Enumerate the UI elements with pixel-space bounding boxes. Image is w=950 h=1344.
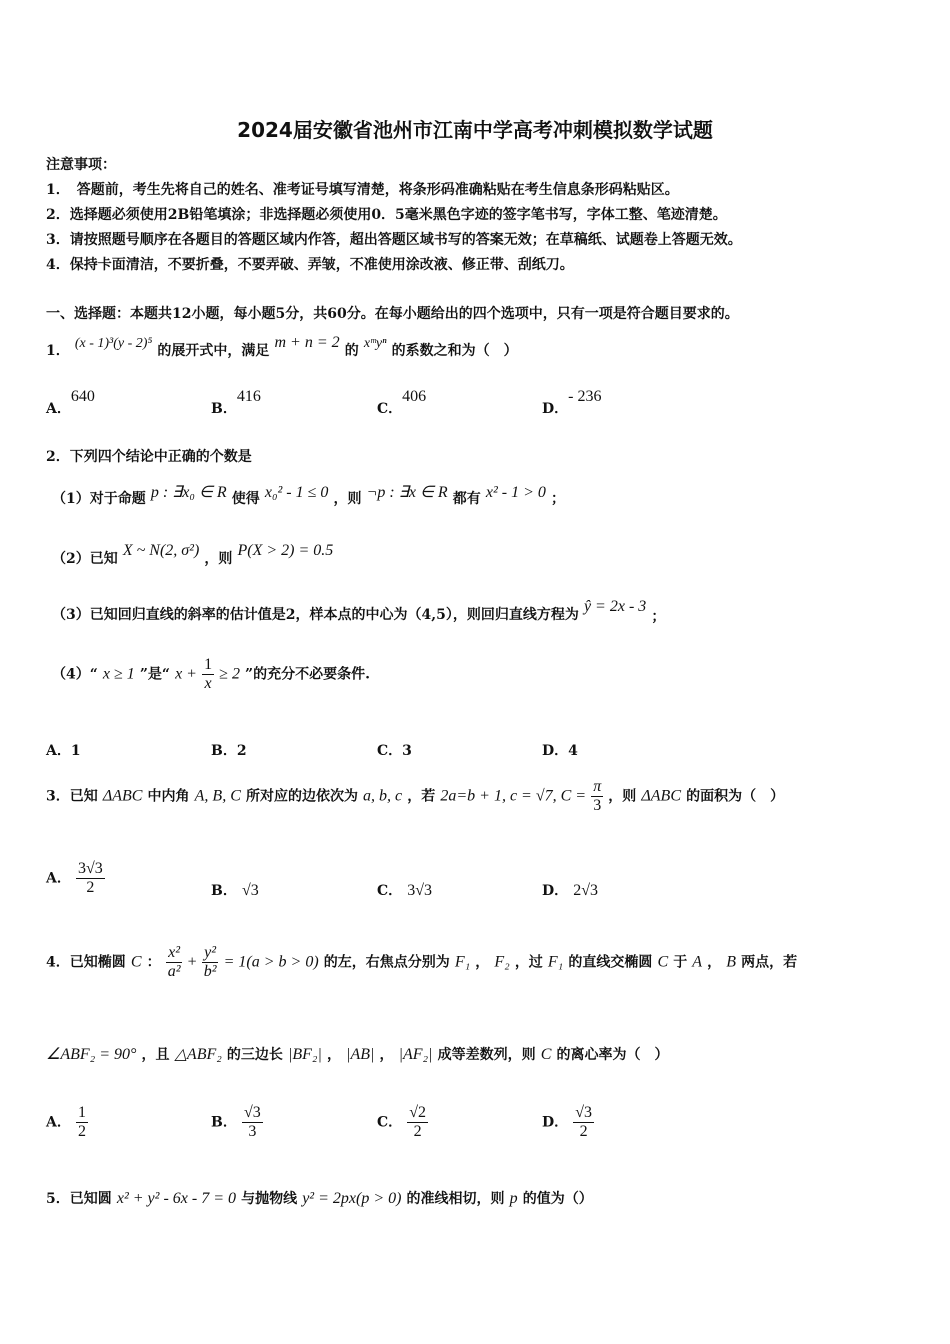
math-expr: m + n = 2	[274, 334, 340, 351]
math-expr: C	[130, 953, 142, 971]
statement-1	[52, 482, 565, 507]
statement-text: ，则	[204, 551, 233, 567]
fraction	[76, 860, 105, 896]
statement-text: 都有	[452, 491, 481, 507]
question-text: 于	[673, 954, 688, 971]
note-item: 2．选择题必须使用2B铅笔填涂；非选择题必须使用0．5毫米黑色字迹的签字笔书写，字体工整、笔迹清楚。	[46, 207, 727, 223]
question-text: ，	[379, 1047, 394, 1063]
option-d[interactable]	[542, 880, 598, 900]
statement-text: ；	[550, 491, 565, 507]
question-text: 所对应的边依次为	[245, 788, 358, 805]
question-text: 的系数之和为（ ）	[391, 343, 518, 359]
statement-text: （2）已知	[52, 551, 118, 567]
math-expr: ¬p : ∃x ∈ R	[366, 484, 448, 501]
question-1	[46, 332, 518, 359]
option-value: 2√3	[573, 882, 599, 899]
question-text: 3．已知	[46, 788, 98, 805]
math-expr: y² = 2px(p > 0)	[302, 1190, 402, 1207]
note-item: 3．请按照题号顺序在各题目的答题区域内作答，超出答题区域书写的答案无效；在草稿纸、试题卷上答题无效。	[46, 232, 742, 248]
option-value: 3	[402, 743, 412, 759]
question-text: ，则	[608, 788, 637, 805]
fraction	[573, 1104, 594, 1140]
option-value: 1	[70, 743, 81, 759]
fraction-numerator: √2	[409, 1104, 427, 1121]
option-value: 2	[236, 743, 247, 759]
fraction-denominator: a²	[167, 962, 181, 980]
notes-heading: 注意事项：	[46, 157, 116, 173]
math-expr: = 1(a > b > 0)	[223, 953, 319, 971]
option-label: C．	[377, 883, 403, 899]
option-a[interactable]	[46, 386, 95, 417]
statement-text: ；	[651, 609, 666, 625]
math-expr: 2a=b + 1, c = √7, C =	[440, 787, 587, 805]
statement-text: ”的充分不必要条件.	[245, 666, 370, 683]
question-text: ，	[326, 1047, 341, 1063]
fraction-denominator: 2	[413, 1122, 422, 1140]
fraction-numerator: √3	[243, 1104, 261, 1121]
option-b[interactable]	[211, 386, 261, 417]
fraction-denominator: 3	[248, 1122, 257, 1140]
math-expr: △ABF₂	[174, 1046, 222, 1063]
math-expr: P(X > 2) = 0.5	[237, 542, 334, 559]
option-value: 416	[236, 388, 261, 405]
question-4-line-2	[46, 1044, 668, 1064]
math-expr: p	[509, 1190, 518, 1207]
option-d[interactable]	[542, 1104, 594, 1140]
option-a[interactable]	[46, 860, 105, 896]
question-text: 的离心率为（ ）	[556, 1047, 669, 1063]
option-a[interactable]	[46, 740, 81, 760]
option-a[interactable]	[46, 1104, 88, 1140]
fraction-numerator: √3	[575, 1104, 593, 1121]
question-text: 成等差数列，则	[437, 1047, 536, 1063]
option-value: 406	[402, 388, 427, 405]
math-expr: ŷ = 2x - 3	[583, 598, 647, 615]
question-text: ，	[707, 954, 722, 971]
math-expr: A, B, C	[194, 787, 241, 805]
math-expr: C	[657, 953, 669, 971]
math-plus: +	[187, 953, 197, 971]
fraction-denominator: 2	[77, 1122, 86, 1140]
math-expr: x² + y² - 6x - 7 = 0	[116, 1190, 236, 1207]
option-b[interactable]	[211, 1104, 263, 1140]
statement-2	[52, 540, 334, 567]
option-value: 4	[568, 743, 578, 759]
question-text: 的准线相切，则	[406, 1191, 505, 1207]
fraction-denominator: x	[204, 674, 212, 692]
question-text: ，	[475, 954, 490, 971]
fraction	[202, 656, 214, 692]
note-item: 1． 答题前，考生先将自己的姓名、准考证号填写清楚，将条形码准确粘贴在考生信息条形码粘贴区。	[46, 182, 679, 198]
math-expr: x² - 1 > 0	[485, 484, 546, 501]
option-c[interactable]	[377, 740, 412, 760]
question-text: 4．已知椭圆	[46, 954, 126, 971]
question-text: 的面积为（ ）	[686, 788, 785, 805]
fraction	[202, 944, 219, 980]
fraction	[76, 1104, 88, 1140]
option-d[interactable]	[542, 386, 602, 417]
question-number: 1．	[46, 343, 70, 359]
statement-4	[52, 656, 370, 692]
statement-3	[52, 596, 666, 625]
math-expr: x ≥ 1	[102, 665, 135, 683]
option-label: C．	[377, 401, 403, 417]
fraction-denominator: 2	[579, 1122, 588, 1140]
question-text: ，过	[514, 954, 543, 971]
fraction-numerator: 1	[204, 656, 213, 673]
section-heading: 一、选择题：本题共12小题，每小题5分，共60分。在每小题给出的四个选项中，只有一项是符合题目要求的。	[46, 306, 739, 322]
question-text: 的	[344, 343, 359, 359]
option-label: D．	[542, 883, 569, 899]
fraction-numerator: 3√3	[77, 860, 103, 877]
option-value: 640	[70, 388, 95, 405]
fraction-numerator: 1	[77, 1104, 86, 1121]
question-text: ：	[146, 954, 161, 971]
statement-text: 使得	[231, 491, 260, 507]
question-text: 的展开式中，满足	[157, 343, 270, 359]
question-3	[46, 778, 784, 814]
option-label: C．	[377, 743, 403, 759]
fraction	[407, 1104, 428, 1140]
fraction	[166, 944, 183, 980]
fraction-denominator: 2	[86, 878, 95, 896]
question-text: 5．已知圆	[46, 1191, 112, 1207]
option-c[interactable]	[377, 880, 432, 900]
note-item: 4．保持卡面清洁，不要折叠，不要弄破、弄皱，不准使用涂改液、修正带、刮纸刀。	[46, 257, 574, 273]
math-expr: |BF₂|	[287, 1046, 322, 1063]
option-label: B．	[211, 401, 237, 417]
question-5	[46, 1188, 593, 1208]
question-text: 与抛物线	[241, 1191, 298, 1207]
fraction-numerator: x²	[168, 944, 181, 961]
fraction	[591, 778, 603, 814]
math-expr: ΔABC	[102, 787, 143, 805]
statement-text: （3）已知回归直线的斜率的估计值是2，样本点的中心为（4,5），则回归直线方程为	[52, 607, 579, 623]
question-text: 中内角	[147, 788, 190, 805]
question-text: 的三边长	[226, 1047, 283, 1063]
option-label: D．	[542, 401, 569, 417]
option-b[interactable]	[211, 880, 259, 900]
fraction-numerator: y²	[204, 944, 217, 961]
question-text: 两点，若	[741, 954, 798, 971]
option-d[interactable]	[542, 740, 578, 760]
option-b[interactable]	[211, 740, 247, 760]
math-expr: ∠ABF₂ = 90°	[46, 1046, 137, 1063]
math-expr: x +	[175, 665, 197, 683]
math-expr: X ~ N(2, σ²)	[122, 542, 200, 559]
question-text: ，且	[141, 1047, 170, 1063]
math-expr: ≥ 2	[219, 665, 240, 683]
option-value: √3	[241, 882, 259, 899]
option-c[interactable]	[377, 1104, 428, 1140]
question-2: 2．下列四个结论中正确的个数是	[46, 449, 252, 465]
option-value: 3√3	[407, 882, 433, 899]
question-text: 的左，右焦点分别为	[323, 954, 450, 971]
option-label: B．	[211, 1114, 237, 1131]
option-label: A．	[46, 1114, 71, 1131]
page-title: 2024届安徽省池州市江南中学高考冲刺模拟数学试题	[237, 118, 713, 142]
option-label: D．	[542, 743, 569, 759]
math-expr: C	[540, 1046, 552, 1063]
fraction-numerator: π	[593, 778, 602, 795]
question-4	[46, 944, 797, 980]
question-text: ，若	[407, 788, 436, 805]
math-expr: p : ∃x₀ ∈ R	[150, 484, 227, 501]
option-c[interactable]	[377, 386, 427, 417]
math-expr: x₀² - 1 ≤ 0	[264, 484, 329, 501]
statement-text: ”是“	[139, 666, 170, 683]
math-expr: B	[726, 953, 737, 971]
fraction	[242, 1104, 263, 1140]
statement-text: ，则	[333, 491, 362, 507]
question-text: 的直线交椭圆	[568, 954, 653, 971]
statement-text: （1）对于命题	[52, 491, 146, 507]
fraction-denominator: b²	[203, 962, 217, 980]
option-label: A．	[46, 870, 71, 887]
math-expr: xᵐyⁿ	[363, 336, 387, 351]
math-expr: |AB|	[346, 1046, 375, 1063]
math-expr: |AF₂|	[398, 1046, 433, 1063]
math-expr: ΔABC	[641, 787, 681, 805]
math-expr: F₂	[494, 953, 510, 971]
math-expr: (x - 1)³(y - 2)⁵	[74, 336, 153, 351]
option-label: B．	[211, 883, 237, 899]
option-label: A．	[46, 401, 71, 417]
option-label: D．	[542, 1114, 569, 1131]
math-expr: F₁	[454, 953, 471, 971]
option-label: B．	[211, 743, 237, 759]
question-text: 的值为（）	[522, 1191, 593, 1207]
math-expr: a, b, c	[363, 787, 403, 805]
math-expr: A	[692, 953, 703, 971]
option-label: A．	[46, 743, 71, 759]
math-expr: F₁	[547, 953, 564, 971]
option-label: C．	[377, 1114, 403, 1131]
option-value: - 236	[568, 388, 602, 405]
fraction-denominator: 3	[593, 796, 602, 814]
statement-text: （4）“	[52, 666, 98, 683]
